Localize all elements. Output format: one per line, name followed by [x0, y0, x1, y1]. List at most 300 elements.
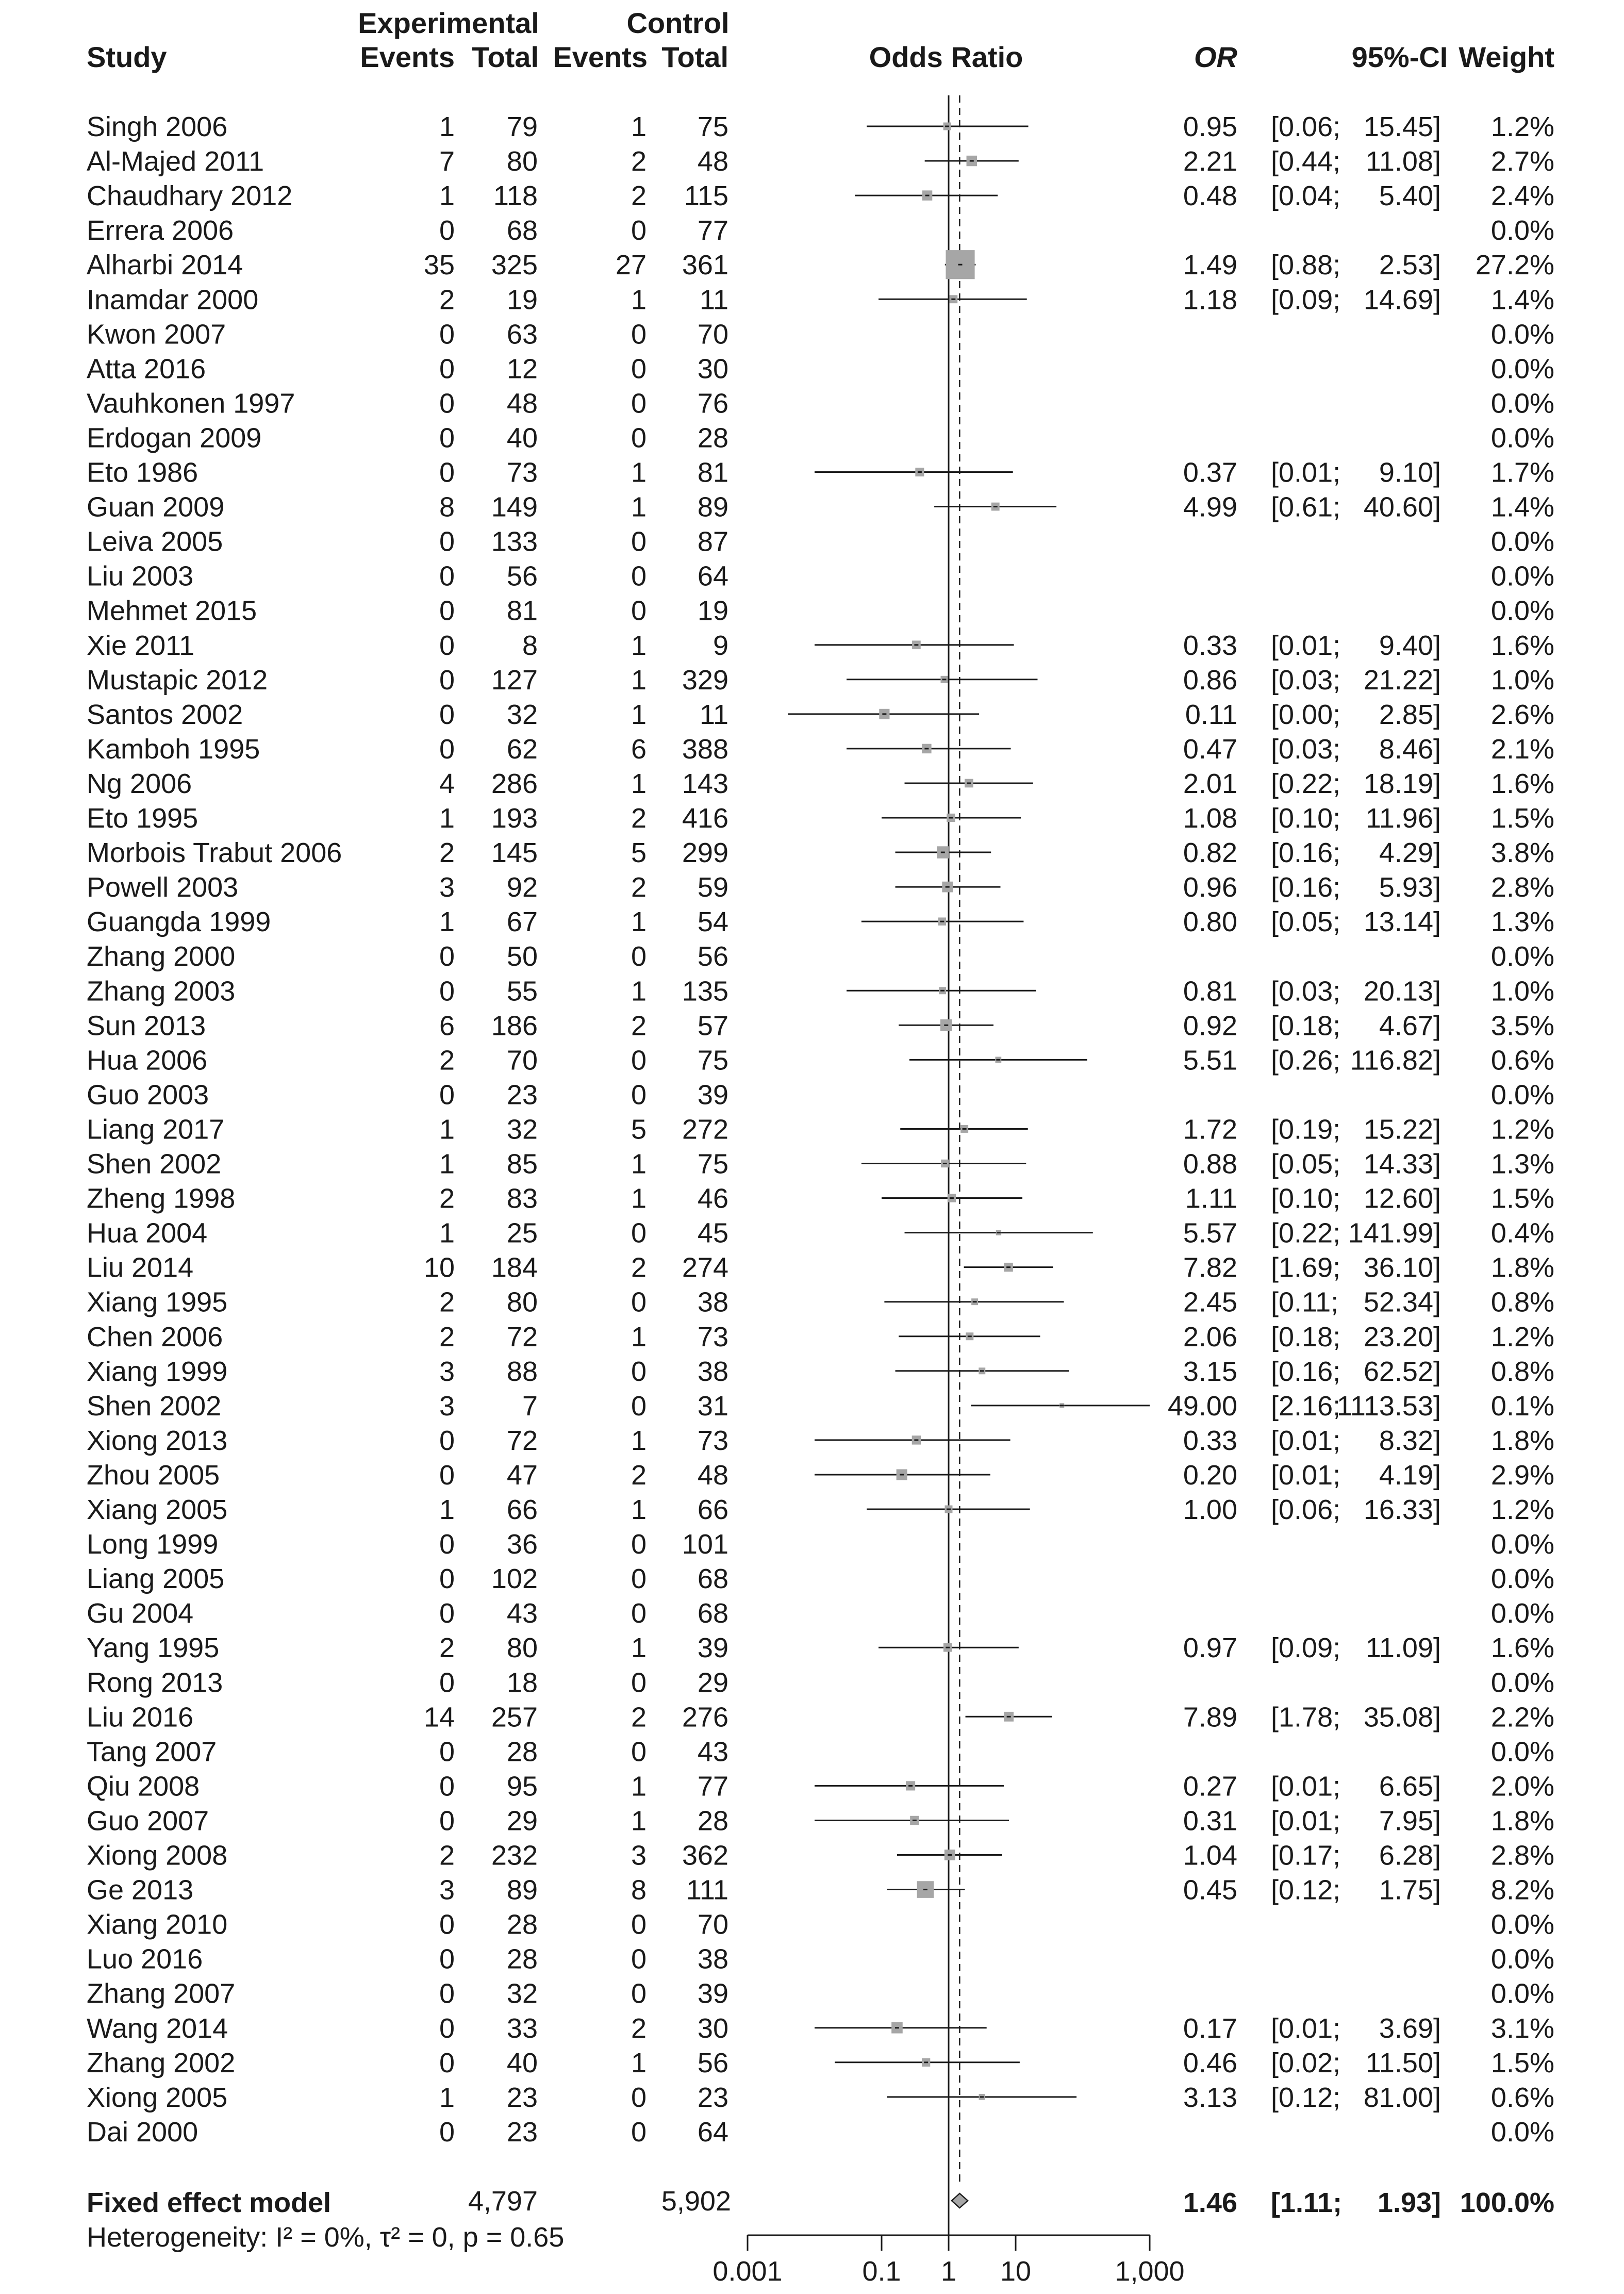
- ctrl-events: 0: [631, 1356, 647, 1387]
- or-value: 0.96: [1183, 872, 1237, 903]
- ci-lower: [0.09;: [1271, 1632, 1341, 1664]
- study-name: Mehmet 2015: [87, 595, 257, 626]
- table-row: [87, 1632, 1554, 1663]
- weight-value: 1.4%: [1490, 284, 1554, 316]
- ctrl-events: 1: [631, 491, 647, 523]
- ctrl-total: 361: [682, 250, 728, 281]
- weight-value: 1.8%: [1490, 1252, 1554, 1283]
- header-exp-total: Total: [472, 41, 539, 73]
- or-value: 5.57: [1183, 1217, 1237, 1249]
- header-study: Study: [87, 41, 167, 73]
- ctrl-events: 0: [631, 319, 647, 350]
- ci-upper: 36.10]: [1363, 1252, 1441, 1283]
- study-name: Shen 2002: [87, 1148, 222, 1180]
- exp-total: 325: [491, 250, 538, 281]
- exp-total: 72: [506, 1425, 538, 1456]
- ctrl-events: 3: [631, 1840, 647, 1871]
- study-name: Liu 2016: [87, 1702, 194, 1733]
- summary-ctrl-total: 5,902: [661, 2186, 731, 2217]
- weight-value: 2.4%: [1490, 180, 1554, 212]
- study-name: Chen 2006: [87, 1321, 223, 1352]
- exp-events: 0: [439, 422, 455, 454]
- or-value: 0.46: [1183, 2047, 1237, 2078]
- or-value: 1.18: [1183, 284, 1237, 316]
- ci-upper: 1.75]: [1379, 1874, 1441, 1906]
- weight-value: 1.5%: [1490, 2047, 1554, 2078]
- exp-total: 67: [506, 906, 538, 938]
- ctrl-total: 75: [697, 1045, 728, 1076]
- exp-total: 133: [491, 526, 538, 557]
- table-row: [87, 526, 1554, 557]
- study-name: Tang 2007: [87, 1736, 217, 1768]
- ctrl-events: 2: [631, 872, 647, 903]
- table-row: [87, 1218, 1554, 1249]
- ci-upper: 8.46]: [1379, 733, 1441, 765]
- ci-upper: 15.22]: [1363, 1114, 1441, 1145]
- study-name: Ng 2006: [87, 768, 192, 799]
- exp-events: 2: [439, 1286, 455, 1318]
- column-headers: [87, 7, 1554, 73]
- ci-lower: [0.10;: [1271, 1183, 1341, 1214]
- ctrl-total: 64: [697, 560, 728, 592]
- table-row: [87, 1944, 1554, 1975]
- or-value: 4.99: [1183, 491, 1237, 523]
- study-name: Vauhkonen 1997: [87, 388, 295, 419]
- summary-label: Fixed effect model: [87, 2187, 332, 2218]
- ctrl-events: 1: [631, 630, 647, 661]
- ctrl-events: 1: [631, 1805, 647, 1837]
- weight-value: 1.2%: [1490, 1494, 1554, 1525]
- weight-value: 0.0%: [1490, 1943, 1554, 1975]
- ctrl-total: 38: [697, 1943, 728, 1975]
- or-value: 1.00: [1183, 1494, 1237, 1525]
- ctrl-total: 111: [686, 1874, 728, 1906]
- exp-events: 1: [439, 803, 455, 834]
- ctrl-events: 0: [631, 560, 647, 592]
- study-name: Shen 2002: [87, 1390, 222, 1422]
- weight-value: 1.0%: [1490, 664, 1554, 696]
- or-value: 5.51: [1183, 1045, 1237, 1076]
- ctrl-events: 1: [631, 1494, 647, 1525]
- exp-events: 14: [423, 1702, 455, 1733]
- ctrl-total: 66: [697, 1494, 728, 1525]
- or-value: 0.97: [1183, 1632, 1237, 1664]
- table-row: [87, 1010, 1554, 1041]
- study-name: Guo 2003: [87, 1079, 209, 1111]
- table-row: [87, 2117, 1554, 2148]
- study-name: Xiang 2010: [87, 1909, 228, 1940]
- table-row: [87, 1875, 1554, 1906]
- weight-value: 0.4%: [1490, 1217, 1554, 1249]
- or-value: 0.37: [1183, 457, 1237, 488]
- ctrl-events: 1: [631, 1632, 647, 1664]
- table-row: [87, 1667, 1554, 1698]
- study-name: Zheng 1998: [87, 1183, 236, 1214]
- exp-events: 1: [439, 1494, 455, 1525]
- ci-lower: [0.22;: [1271, 768, 1341, 799]
- exp-total: 193: [491, 803, 538, 834]
- table-row: [87, 976, 1554, 1006]
- or-value: 0.86: [1183, 664, 1237, 696]
- weight-value: 0.0%: [1490, 1529, 1554, 1560]
- ci-lower: [0.03;: [1271, 664, 1341, 696]
- ci-lower: [0.17;: [1271, 1840, 1341, 1871]
- study-name: Zhang 2007: [87, 1978, 236, 2009]
- study-name: Zhang 2003: [87, 976, 236, 1007]
- exp-events: 2: [439, 1840, 455, 1871]
- study-name: Morbois Trabut 2006: [87, 837, 342, 869]
- table-row: [87, 353, 1554, 384]
- or-value: 0.45: [1183, 1874, 1237, 1906]
- ctrl-events: 2: [631, 1459, 647, 1491]
- weight-value: 3.5%: [1490, 1010, 1554, 1042]
- exp-events: 1: [439, 906, 455, 938]
- ci-upper: 5.93]: [1379, 872, 1441, 903]
- exp-total: 186: [491, 1010, 538, 1042]
- or-value: 0.80: [1183, 906, 1237, 938]
- study-name: Erdogan 2009: [87, 422, 262, 454]
- exp-events: 0: [439, 353, 455, 385]
- weight-value: 0.0%: [1490, 319, 1554, 350]
- exp-total: 33: [506, 2012, 538, 2044]
- study-name: Hua 2006: [87, 1045, 208, 1076]
- weight-value: 0.0%: [1490, 595, 1554, 626]
- ctrl-total: 28: [697, 1805, 728, 1837]
- or-value: 3.13: [1183, 2082, 1237, 2113]
- ctrl-events: 2: [631, 803, 647, 834]
- or-value: 0.27: [1183, 1771, 1237, 1802]
- exp-events: 2: [439, 1045, 455, 1076]
- ctrl-total: 81: [697, 457, 728, 488]
- ctrl-events: 0: [631, 1390, 647, 1422]
- ctrl-events: 1: [631, 768, 647, 799]
- exp-total: 29: [506, 1805, 538, 1837]
- table-row: [87, 1391, 1554, 1422]
- weight-value: 27.2%: [1475, 250, 1554, 281]
- ctrl-events: 1: [631, 664, 647, 696]
- weight-value: 1.6%: [1490, 630, 1554, 661]
- ctrl-events: 1: [631, 699, 647, 730]
- exp-events: 0: [439, 215, 455, 246]
- table-row: [87, 284, 1554, 315]
- ci-lower: [0.05;: [1271, 906, 1341, 938]
- exp-events: 4: [439, 768, 455, 799]
- exp-events: 10: [423, 1252, 455, 1283]
- summary-or: 1.46: [1183, 2187, 1237, 2218]
- exp-total: 81: [506, 595, 538, 626]
- exp-events: 0: [439, 2116, 455, 2148]
- ci-upper: 18.19]: [1363, 768, 1441, 799]
- exp-total: 73: [506, 457, 538, 488]
- table-row: [87, 2048, 1554, 2078]
- weight-value: 2.9%: [1490, 1459, 1554, 1491]
- or-value: 1.49: [1183, 250, 1237, 281]
- exp-events: 0: [439, 1736, 455, 1768]
- ctrl-events: 2: [631, 2012, 647, 2044]
- ci-upper: 21.22]: [1363, 664, 1441, 696]
- weight-value: 0.0%: [1490, 2116, 1554, 2148]
- weight-value: 1.2%: [1490, 1321, 1554, 1352]
- study-name: Errera 2006: [87, 215, 234, 246]
- exp-total: 32: [506, 699, 538, 730]
- ctrl-total: 45: [697, 1217, 728, 1249]
- exp-total: 36: [506, 1529, 538, 1560]
- exp-total: 232: [491, 1840, 538, 1871]
- ctrl-events: 0: [631, 2082, 647, 2113]
- exp-total: 32: [506, 1114, 538, 1145]
- x-tick-label: 10: [1000, 2256, 1032, 2287]
- exp-total: 80: [506, 1632, 538, 1664]
- ctrl-total: 11: [699, 699, 728, 730]
- header-experimental: Experimental: [358, 7, 539, 39]
- table-row: [87, 1079, 1554, 1110]
- weight-value: 0.6%: [1490, 1045, 1554, 1076]
- ctrl-total: 9: [712, 630, 728, 661]
- ctrl-total: 19: [697, 595, 728, 626]
- study-name: Santos 2002: [87, 699, 243, 730]
- ci-upper: 11.09]: [1365, 1632, 1441, 1664]
- ctrl-total: 11: [699, 284, 728, 316]
- exp-events: 1: [439, 111, 455, 142]
- table-row: [87, 596, 1554, 626]
- ctrl-total: 75: [697, 111, 728, 142]
- ctrl-total: 57: [697, 1010, 728, 1042]
- ctrl-events: 0: [631, 353, 647, 385]
- exp-total: 43: [506, 1598, 538, 1629]
- weight-value: 0.0%: [1490, 388, 1554, 419]
- header-ctrl-total: Total: [661, 41, 728, 73]
- exp-events: 0: [439, 388, 455, 419]
- table-row: [87, 1702, 1554, 1732]
- exp-total: 47: [506, 1459, 538, 1491]
- ctrl-total: 70: [697, 319, 728, 350]
- ci-lower: [0.18;: [1271, 1010, 1341, 1042]
- table-row: [87, 1045, 1554, 1076]
- study-name: Powell 2003: [87, 872, 239, 903]
- study-name: Leiva 2005: [87, 526, 223, 557]
- ci-upper: 141.99]: [1348, 1217, 1441, 1249]
- exp-total: 127: [491, 664, 538, 696]
- ctrl-events: 5: [631, 837, 647, 869]
- weight-value: 2.8%: [1490, 872, 1554, 903]
- exp-total: 118: [493, 180, 538, 212]
- header-exp-events: Events: [360, 41, 455, 73]
- table-row: [87, 1494, 1554, 1525]
- study-name: Qiu 2008: [87, 1771, 200, 1802]
- exp-events: 3: [439, 1356, 455, 1387]
- weight-value: 1.2%: [1490, 1114, 1554, 1145]
- ctrl-events: 2: [631, 1702, 647, 1733]
- weight-value: 2.6%: [1490, 699, 1554, 730]
- ctrl-events: 1: [631, 111, 647, 142]
- exp-events: 0: [439, 1459, 455, 1491]
- exp-total: 28: [506, 1736, 538, 1768]
- exp-events: 0: [439, 1771, 455, 1802]
- ctrl-total: 416: [682, 803, 728, 834]
- or-value: 2.45: [1183, 1286, 1237, 1318]
- exp-events: 0: [439, 630, 455, 661]
- exp-events: 3: [439, 872, 455, 903]
- exp-total: 23: [506, 2082, 538, 2113]
- exp-total: 80: [506, 146, 538, 177]
- plot-area: [712, 95, 1184, 2287]
- weight-value: 1.0%: [1490, 976, 1554, 1007]
- study-name: Yang 1995: [87, 1632, 220, 1664]
- table-row: [87, 250, 1554, 280]
- exp-events: 0: [439, 1563, 455, 1595]
- exp-events: 0: [439, 2047, 455, 2078]
- summary-weight: 100.0%: [1460, 2187, 1554, 2218]
- heterogeneity-note: Heterogeneity: I² = 0%, τ² = 0, p = 0.65: [87, 2222, 565, 2253]
- exp-total: 23: [506, 2116, 538, 2148]
- ctrl-total: 38: [697, 1286, 728, 1318]
- ci-lower: [0.06;: [1271, 1494, 1341, 1525]
- weight-value: 0.0%: [1490, 215, 1554, 246]
- weight-value: 3.1%: [1490, 2012, 1554, 2044]
- exp-total: 12: [506, 353, 538, 385]
- weight-value: 0.8%: [1490, 1356, 1554, 1387]
- ci-lower: [0.09;: [1271, 284, 1341, 316]
- ctrl-total: 30: [697, 2012, 728, 2044]
- exp-events: 8: [439, 491, 455, 523]
- table-row: [87, 1252, 1554, 1283]
- or-value: 2.01: [1183, 768, 1237, 799]
- table-row: [87, 1529, 1554, 1560]
- ci-upper: 116.82]: [1350, 1045, 1441, 1076]
- exp-events: 0: [439, 699, 455, 730]
- ci-lower: [0.16;: [1271, 872, 1341, 903]
- ctrl-events: 0: [631, 526, 647, 557]
- table-row: [87, 422, 1554, 453]
- ci-upper: 2.85]: [1379, 699, 1441, 730]
- exp-events: 0: [439, 1598, 455, 1629]
- weight-value: 1.5%: [1490, 803, 1554, 834]
- weight-value: 0.0%: [1490, 560, 1554, 592]
- table-row: [87, 1840, 1554, 1871]
- exp-events: 0: [439, 1978, 455, 2009]
- exp-events: 0: [439, 526, 455, 557]
- exp-total: 184: [491, 1252, 538, 1283]
- or-value: 2.06: [1183, 1321, 1237, 1352]
- ci-upper: 6.65]: [1379, 1771, 1441, 1802]
- ctrl-total: 75: [697, 1148, 728, 1180]
- or-value: 0.17: [1183, 2012, 1237, 2044]
- ci-upper: 11.50]: [1365, 2047, 1441, 2078]
- ctrl-events: 0: [631, 1045, 647, 1076]
- ctrl-events: 0: [631, 595, 647, 626]
- ctrl-events: 1: [631, 1771, 647, 1802]
- ctrl-total: 39: [697, 1632, 728, 1664]
- exp-total: 40: [506, 2047, 538, 2078]
- ctrl-total: 30: [697, 353, 728, 385]
- ctrl-total: 362: [682, 1840, 728, 1871]
- table-row: [87, 1978, 1554, 2009]
- ctrl-total: 31: [697, 1390, 728, 1422]
- ci-upper: 52.34]: [1363, 1286, 1441, 1318]
- summary-ci-low: [1.11;: [1271, 2187, 1343, 2218]
- study-name: Dai 2000: [87, 2116, 198, 2148]
- table-row: [87, 492, 1554, 523]
- weight-value: 0.0%: [1490, 1598, 1554, 1629]
- ctrl-total: 73: [697, 1321, 728, 1352]
- exp-events: 6: [439, 1010, 455, 1042]
- weight-value: 2.8%: [1490, 1840, 1554, 1871]
- table-row: [87, 1114, 1554, 1145]
- or-value: 0.92: [1183, 1010, 1237, 1042]
- exp-events: 0: [439, 1079, 455, 1111]
- x-tick-label: 0.001: [712, 2256, 783, 2287]
- ci-upper: 14.69]: [1363, 284, 1441, 316]
- ctrl-total: 276: [682, 1702, 728, 1733]
- weight-value: 1.7%: [1490, 457, 1554, 488]
- exp-events: 0: [439, 1425, 455, 1456]
- ci-upper: 13.14]: [1363, 906, 1441, 938]
- exp-total: 18: [506, 1667, 538, 1698]
- exp-total: 55: [506, 976, 538, 1007]
- exp-events: 0: [439, 1805, 455, 1837]
- weight-value: 1.3%: [1490, 1148, 1554, 1180]
- ci-lower: [2.16;: [1271, 1390, 1341, 1422]
- weight-value: 1.8%: [1490, 1805, 1554, 1837]
- or-value: 0.47: [1183, 733, 1237, 765]
- ci-lower: [0.88;: [1271, 250, 1341, 281]
- ci-lower: [0.44;: [1271, 146, 1341, 177]
- study-name: Chaudhary 2012: [87, 180, 293, 212]
- table-row: [87, 1183, 1554, 1214]
- table-row: [87, 803, 1554, 834]
- weight-value: 0.0%: [1490, 1667, 1554, 1698]
- exp-events: 0: [439, 1667, 455, 1698]
- exp-total: 32: [506, 1978, 538, 2009]
- ctrl-events: 0: [631, 422, 647, 454]
- table-row: [87, 1563, 1554, 1594]
- ctrl-total: 54: [697, 906, 728, 938]
- study-name: Al-Majed 2011: [87, 146, 264, 177]
- or-value: 1.72: [1183, 1114, 1237, 1145]
- ctrl-events: 0: [631, 1529, 647, 1560]
- ci-lower: [0.06;: [1271, 111, 1341, 142]
- exp-total: 72: [506, 1321, 538, 1352]
- or-value: 0.48: [1183, 180, 1237, 212]
- table-row: [87, 1909, 1554, 1940]
- ctrl-events: 0: [631, 1943, 647, 1975]
- ctrl-events: 1: [631, 2047, 647, 2078]
- study-name: Inamdar 2000: [87, 284, 259, 316]
- table-row: [87, 941, 1554, 972]
- ci-upper: 2.53]: [1379, 250, 1441, 281]
- ci-lower: [0.61;: [1271, 491, 1341, 523]
- study-name: Hua 2004: [87, 1217, 208, 1249]
- ctrl-total: 87: [697, 526, 728, 557]
- exp-total: 257: [491, 1702, 538, 1733]
- study-name: Eto 1986: [87, 457, 198, 488]
- ctrl-total: 48: [697, 1459, 728, 1491]
- exp-events: 1: [439, 1217, 455, 1249]
- table-row: [87, 1149, 1554, 1180]
- ci-lower: [0.05;: [1271, 1148, 1341, 1180]
- ci-upper: 11.96]: [1365, 803, 1441, 834]
- exp-total: 62: [506, 733, 538, 765]
- exp-total: 89: [506, 1874, 538, 1906]
- exp-total: 56: [506, 560, 538, 592]
- exp-total: 102: [491, 1563, 538, 1595]
- exp-total: 63: [506, 319, 538, 350]
- table-row: [87, 665, 1554, 696]
- study-rows: [87, 111, 1554, 2148]
- ctrl-events: 8: [631, 1874, 647, 1906]
- ctrl-total: 101: [682, 1529, 728, 1560]
- ci-lower: [1.78;: [1271, 1702, 1341, 1733]
